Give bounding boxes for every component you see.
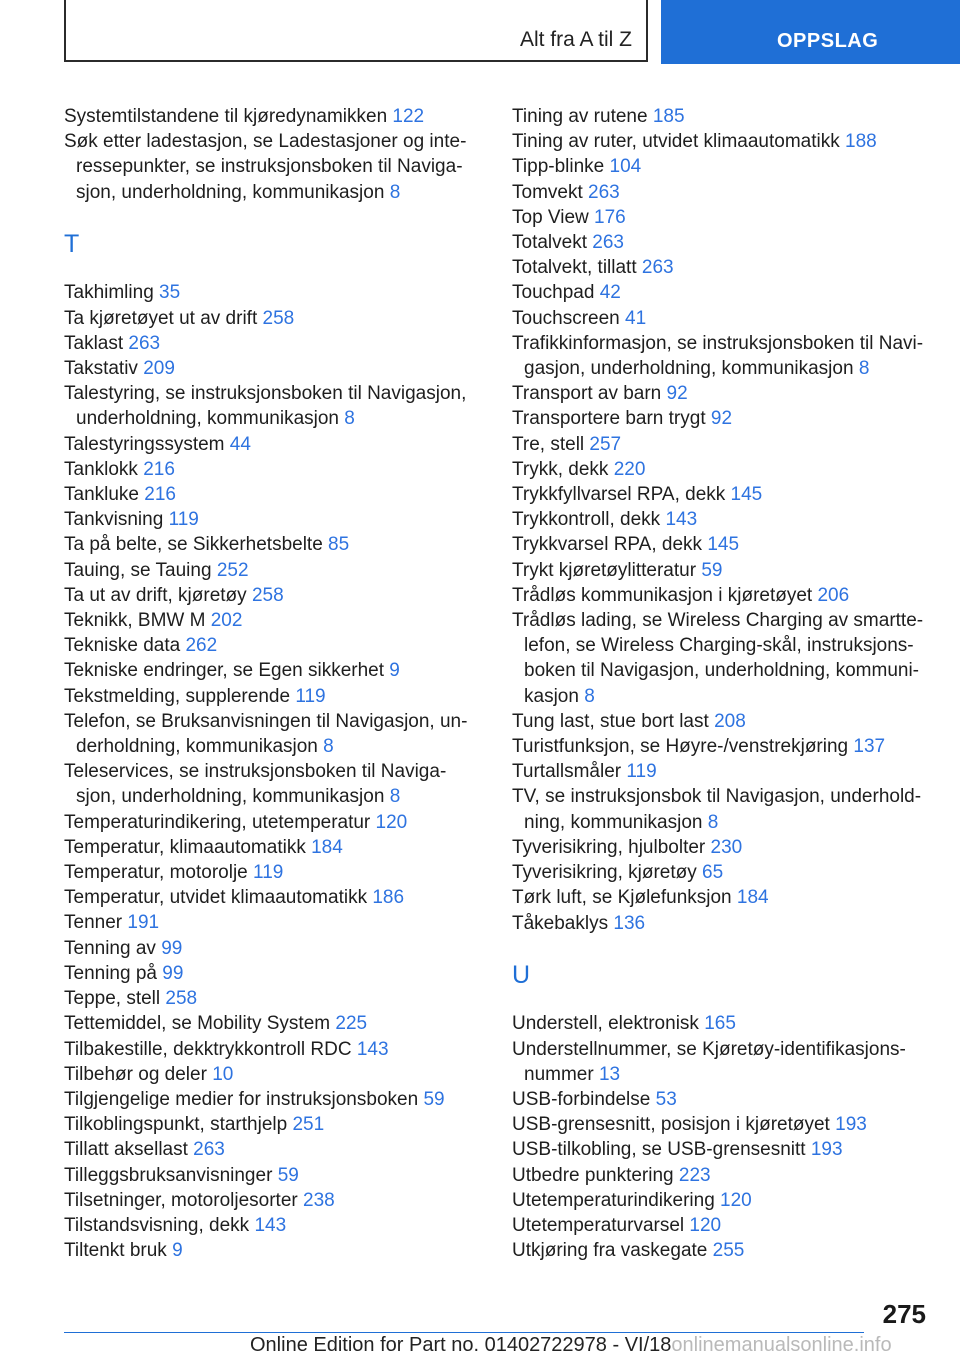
- index-entry: [512, 205, 932, 230]
- index-entry-text: Tenning av: [64, 937, 156, 959]
- index-entry: [64, 936, 484, 961]
- index-entry-text: Trykt kjøretøylitteratur: [512, 559, 697, 581]
- index-entry: [512, 860, 932, 885]
- page-reference-link[interactable]: 99: [161, 937, 183, 959]
- index-entry-text: Taklast: [64, 332, 124, 354]
- index-entry: [512, 331, 932, 381]
- index-entry: [64, 306, 484, 331]
- footer-watermark: onlinemanualsonline.info: [671, 1334, 892, 1356]
- index-entry: [512, 1163, 932, 1188]
- index-entry-text: Transport av barn: [512, 383, 662, 405]
- index-entry-text: Ta på belte, se Sikkerhetsbelte: [64, 534, 323, 556]
- index-entry: [64, 331, 484, 356]
- index-entry-text: Tipp-blinke: [512, 156, 605, 178]
- page-reference-link[interactable]: 184: [311, 836, 343, 858]
- index-entry-text: Ta kjøretøyet ut av drift: [64, 307, 258, 329]
- page-reference-link[interactable]: 145: [730, 484, 763, 506]
- index-entry-text: Tenning på: [64, 962, 157, 984]
- index-entry-text: Tankluke: [64, 484, 139, 506]
- index-entry-text: Tillatt aksellast: [64, 1139, 188, 1161]
- index-entry: [64, 532, 484, 557]
- index-entry: [64, 885, 484, 910]
- index-entry: [64, 129, 484, 205]
- page-reference-link[interactable]: 186: [372, 887, 405, 909]
- index-entry-text: Talestyringssystem: [64, 433, 225, 455]
- footer-divider: [64, 1332, 864, 1333]
- index-entry-text: Utetemperaturvarsel: [512, 1214, 685, 1236]
- index-entry-text: Trykkfyllvarsel RPA, dekk: [512, 484, 726, 506]
- index-entry-text: Turistfunksjon, se Høyre-/venstrekjøring: [512, 736, 849, 758]
- index-entry-text: Teleservices, se instruksjonsboken til Naviga-sjon, underholdning, kommunikasjon: [64, 761, 447, 808]
- page-reference-link[interactable]: 209: [143, 358, 175, 380]
- index-entry: [64, 835, 484, 860]
- page-reference-link[interactable]: 120: [689, 1214, 722, 1236]
- page-reference-link[interactable]: 136: [613, 912, 646, 934]
- page-reference-link[interactable]: 10: [212, 1063, 234, 1085]
- index-entry: [64, 860, 484, 885]
- index-entry-text: Tung last, stue bort last: [512, 710, 709, 732]
- page-reference-link[interactable]: 258: [165, 988, 198, 1010]
- page-reference-link[interactable]: 251: [292, 1114, 325, 1136]
- page-reference-link[interactable]: 225: [335, 1013, 368, 1035]
- index-entry: [512, 255, 932, 280]
- page-reference-link[interactable]: 8: [858, 358, 870, 380]
- index-entry-text: Temperatur, klimaautomatikk: [64, 836, 306, 858]
- page-reference-link[interactable]: 53: [655, 1088, 677, 1110]
- index-entry-text: Trykkontroll, dekk: [512, 509, 661, 531]
- index-entry: [512, 154, 932, 179]
- index-entry: [64, 1213, 484, 1238]
- index-entry-text: Tyverisikring, kjøretøy: [512, 862, 697, 884]
- page-reference-link[interactable]: 99: [162, 962, 184, 984]
- index-entry: [64, 1062, 484, 1087]
- index-entry-text: Tilbehør og deler: [64, 1063, 207, 1085]
- index-entry-text: Teknikk, BMW M: [64, 610, 206, 632]
- page-reference-link[interactable]: 216: [144, 484, 176, 506]
- index-entry-text: Trådløs lading, se Wireless Charging av smartte-lefon, se Wireless Charging-skål, instruksjons-boken til Navigasjon, underholdning, kommuni-kasjon: [512, 610, 924, 707]
- page-reference-link[interactable]: 13: [598, 1063, 621, 1085]
- index-entry-text: Takhimling: [64, 282, 154, 304]
- index-entry: [64, 583, 484, 608]
- index-entry-text: Trykk, dekk: [512, 458, 609, 480]
- index-entry-text: Takstativ: [64, 358, 138, 380]
- index-entry: [512, 784, 932, 834]
- index-entry: [64, 432, 484, 457]
- page-reference-link[interactable]: 202: [210, 610, 243, 632]
- index-entry-text: Understellnummer, se Kjøretøy-identifikasjons-nummer: [512, 1038, 906, 1085]
- page-reference-link[interactable]: 258: [262, 307, 295, 329]
- page-reference-link[interactable]: 85: [328, 534, 350, 556]
- page-reference-link[interactable]: 143: [356, 1038, 389, 1060]
- index-entry-text: Utbedre punktering: [512, 1164, 674, 1186]
- index-entry-text: Tomvekt: [512, 181, 583, 203]
- index-entry: [64, 810, 484, 835]
- index-entry-text: Tilleggsbruksanvisninger: [64, 1164, 273, 1186]
- index-entry-text: USB-tilkobling, se USB-grensesnitt: [512, 1139, 806, 1161]
- index-entry: [64, 961, 484, 986]
- index-entry-text: USB-grensesnitt, posisjon i kjøretøyet: [512, 1114, 830, 1136]
- index-entry-text: Trafikkinformasjon, se instruksjonsboken til Navi-gasjon, underholdning, kommunikasjon: [512, 332, 924, 380]
- index-entry-text: Tauing, se Tauing: [64, 559, 212, 581]
- index-entry: [512, 1087, 932, 1112]
- index-entry: [64, 482, 484, 507]
- index-entry: [64, 658, 484, 683]
- page-reference-link[interactable]: 8: [344, 408, 355, 430]
- page-reference-link[interactable]: 188: [845, 131, 877, 153]
- index-entry: [64, 1163, 484, 1188]
- index-entry: [64, 986, 484, 1011]
- index-entry: [512, 759, 932, 784]
- index-entry: [64, 356, 484, 381]
- index-entry: [512, 507, 932, 532]
- index-entry-text: Totalvekt, tillatt: [512, 257, 637, 279]
- index-entry: [64, 558, 484, 583]
- page-reference-link[interactable]: 143: [254, 1214, 287, 1236]
- index-entry: [512, 457, 932, 482]
- page-reference-link[interactable]: 255: [712, 1240, 745, 1262]
- index-entry: [512, 608, 932, 709]
- index-letter-heading: T: [64, 229, 80, 258]
- page-reference-link[interactable]: 262: [185, 635, 218, 657]
- index-entry-text: Ta ut av drift, kjøretøy: [64, 584, 247, 606]
- index-entry-text: Tørk luft, se Kjølefunksjon: [512, 887, 732, 909]
- page-reference-link[interactable]: 9: [172, 1240, 183, 1262]
- page-reference-link[interactable]: 42: [599, 282, 621, 304]
- index-entry: [512, 280, 932, 305]
- page-reference-link[interactable]: 119: [253, 862, 284, 884]
- page-reference-link[interactable]: 8: [323, 736, 334, 758]
- page-reference-link[interactable]: 263: [592, 232, 624, 254]
- index-entry-text: TV, se instruksjonsbok til Navigasjon, underhold-ning, kommunikasjon: [512, 786, 922, 833]
- index-entry-text: Tining av rutene: [512, 106, 648, 127]
- index-entry: [512, 1112, 932, 1137]
- tab-a-to-z-label: Alt fra A til Z: [519, 28, 632, 51]
- page-reference-link[interactable]: 120: [720, 1189, 752, 1211]
- index-entry: [512, 734, 932, 759]
- page-reference-link[interactable]: 44: [229, 433, 251, 455]
- page-reference-link[interactable]: 185: [652, 106, 685, 127]
- index-entry-text: Tilbakestille, dekktrykkontroll RDC: [64, 1038, 352, 1060]
- index-entry-text: Tilgjengelige medier for instruksjonsboken: [64, 1088, 419, 1110]
- index-entry-text: Tyverisikring, hjulbolter: [512, 836, 706, 858]
- page-reference-link[interactable]: 220: [613, 458, 646, 480]
- index-entry: [512, 104, 932, 129]
- index-entry-text: Tiltenkt bruk: [64, 1240, 167, 1262]
- tab-lookup-label: OPPSLAG: [777, 30, 879, 52]
- page-reference-link[interactable]: 119: [168, 509, 199, 531]
- page-reference-link[interactable]: 119: [626, 761, 657, 783]
- page-reference-link[interactable]: 193: [835, 1114, 867, 1136]
- page-reference-link[interactable]: 230: [710, 836, 743, 858]
- index-entry-text: Tilsetninger, motoroljesorter: [64, 1189, 298, 1211]
- index-entry: [64, 684, 484, 709]
- index-entry: [512, 406, 932, 431]
- page-reference-link[interactable]: 206: [817, 584, 850, 606]
- page-reference-link[interactable]: 59: [423, 1088, 445, 1110]
- index-entry: [512, 1037, 932, 1087]
- index-entry-text: Tankvisning: [64, 509, 164, 531]
- index-entry-text: Tining av ruter, utvidet klimaautomatikk: [512, 131, 840, 153]
- index-entry: [512, 709, 932, 734]
- search-icon: [895, 28, 921, 54]
- page-reference-link[interactable]: 208: [714, 710, 746, 732]
- page-reference-link[interactable]: 263: [128, 332, 161, 354]
- index-entry: [64, 1188, 484, 1213]
- page-reference-link[interactable]: 8: [707, 811, 719, 833]
- index-entry-text: Temperatur, motorolje: [64, 862, 248, 884]
- index-entry-text: Tenner: [64, 912, 123, 934]
- index-entry: [512, 129, 932, 154]
- page-reference-link[interactable]: 258: [251, 584, 284, 606]
- index-entry-text: Temperatur, utvidet klimaautomatikk: [64, 887, 368, 909]
- page-reference-link[interactable]: 216: [143, 458, 175, 480]
- index-entry: [512, 885, 932, 910]
- index-letter-heading: U: [512, 960, 531, 989]
- index-entry-text: Systemtilstandene til kjøredynamikken: [64, 106, 388, 127]
- index-entry: [64, 1037, 484, 1062]
- index-entry-text: Utkjøring fra vaskegate: [512, 1240, 708, 1262]
- page-reference-link[interactable]: 9: [389, 660, 400, 682]
- page-reference-link[interactable]: 252: [216, 559, 249, 581]
- index-entry: [64, 709, 484, 759]
- page-reference-link[interactable]: 65: [702, 862, 724, 884]
- page-reference-link[interactable]: 92: [666, 383, 688, 405]
- page-reference-link[interactable]: 92: [710, 408, 733, 430]
- index-entry-text: Totalvekt: [512, 232, 587, 254]
- index-entry: [64, 1011, 484, 1036]
- index-entry-text: Utetemperaturindikering: [512, 1189, 715, 1211]
- tab-a-to-z[interactable]: [64, 0, 648, 62]
- page-reference-link[interactable]: 176: [594, 206, 626, 228]
- page-reference-link[interactable]: 104: [609, 156, 642, 178]
- index-entry-text: Temperaturindikering, utetemperatur: [64, 811, 371, 833]
- index-entry: [64, 457, 484, 482]
- page-reference-link[interactable]: 145: [707, 534, 740, 556]
- index-entry: [64, 104, 484, 129]
- index-entry-text: Tekniske endringer, se Egen sikkerhet: [64, 660, 385, 682]
- index-column-left: [64, 104, 484, 1263]
- index-entry: [512, 432, 932, 457]
- page-reference-link[interactable]: 257: [589, 433, 622, 455]
- page-reference-link[interactable]: 223: [678, 1164, 711, 1186]
- page-reference-link[interactable]: 263: [588, 181, 620, 203]
- index-entry-text: Teppe, stell: [64, 988, 161, 1010]
- page-reference-link[interactable]: 143: [665, 509, 698, 531]
- index-entry-text: Talestyring, se instruksjonsboken til Navigasjon, underholdning, kommunikasjon: [64, 383, 467, 430]
- page-reference-link[interactable]: 238: [303, 1189, 335, 1211]
- index-entry: [64, 280, 484, 305]
- index-entry: [64, 1238, 484, 1263]
- index-entry-text: Turtallsmåler: [512, 761, 622, 783]
- index-entry-text: Tekniske data: [64, 635, 181, 657]
- page-reference-link[interactable]: 59: [701, 559, 723, 581]
- page-reference-link[interactable]: 165: [704, 1013, 736, 1035]
- index-entry: [64, 381, 484, 431]
- page-reference-link[interactable]: 184: [736, 887, 769, 909]
- page-number: 275: [882, 1299, 926, 1329]
- page-reference-link[interactable]: 119: [295, 685, 326, 707]
- index-entry: [512, 482, 932, 507]
- index-entry-text: Søk etter ladestasjon, se Ladestasjoner og inte-ressepunkter, se instruksjonsboken til Naviga-sjon, underholdning, kommunikasjon: [64, 131, 467, 203]
- page-reference-link[interactable]: 120: [375, 811, 408, 833]
- index-entry: [64, 759, 484, 809]
- index-entry-text: Touchpad: [512, 282, 595, 304]
- index-entry: [64, 608, 484, 633]
- index-entry: [512, 911, 932, 936]
- index-entry-text: Tåkebaklys: [512, 912, 609, 934]
- index-entry: [512, 230, 932, 255]
- index-entry: [512, 583, 932, 608]
- page-reference-link[interactable]: 8: [389, 181, 401, 203]
- index-entry-text: Tanklokk: [64, 458, 138, 480]
- index-entry: [512, 1137, 932, 1162]
- index-entry-text: USB-forbindelse: [512, 1088, 651, 1110]
- page-reference-link[interactable]: 41: [625, 307, 647, 329]
- page-reference-link[interactable]: 35: [159, 282, 181, 304]
- page-reference-link[interactable]: 137: [853, 736, 886, 758]
- page-reference-link[interactable]: 193: [810, 1139, 843, 1161]
- index-entry: [512, 532, 932, 557]
- index-entry: [64, 1137, 484, 1162]
- index-entry: [64, 1112, 484, 1137]
- index-entry-text: Tilkoblingspunkt, starthjelp: [64, 1114, 288, 1136]
- index-entry: [512, 381, 932, 406]
- index-entry-text: Tilstandsvisning, dekk: [64, 1214, 250, 1236]
- index-entry: [64, 633, 484, 658]
- index-entry: [512, 1188, 932, 1213]
- index-entry: [512, 835, 932, 860]
- index-entry: [512, 1011, 932, 1036]
- index-entry-text: Understell, elektronisk: [512, 1013, 699, 1035]
- index-column-right: [512, 104, 932, 1263]
- index-entry: [512, 306, 932, 331]
- index-entry-text: Trykkvarsel RPA, dekk: [512, 534, 703, 556]
- page-reference-link[interactable]: 263: [193, 1139, 225, 1161]
- index-entry-text: Tekstmelding, supplerende: [64, 685, 291, 707]
- index-entry-text: Tre, stell: [512, 433, 585, 455]
- page-reference-link[interactable]: 263: [641, 257, 674, 279]
- page-reference-link[interactable]: 122: [392, 106, 425, 127]
- page-reference-link[interactable]: 8: [584, 685, 595, 707]
- index-entry: [512, 1238, 932, 1263]
- index-entry-text: Telefon, se Bruksanvisningen til Navigasjon, un-derholdning, kommunikasjon: [64, 710, 468, 758]
- index-entry-text: Tettemiddel, se Mobility System: [64, 1013, 331, 1035]
- index-entry-text: Touchscreen: [512, 307, 620, 329]
- index-entry: [64, 507, 484, 532]
- top-navigation: [0, 0, 960, 66]
- page-reference-link[interactable]: 8: [389, 786, 401, 808]
- tab-lookup[interactable]: [661, 0, 960, 64]
- index-entry-text: Trådløs kommunikasjon i kjøretøyet: [512, 584, 813, 606]
- index-entry-text: Top View: [512, 206, 589, 228]
- index-entry: [512, 558, 932, 583]
- index-entry: [64, 1087, 484, 1112]
- footer: [250, 1334, 940, 1357]
- page-reference-link[interactable]: 59: [277, 1164, 299, 1186]
- index-entry-text: Transportere barn trygt: [512, 408, 706, 430]
- index-entry: [512, 180, 932, 205]
- index-entry: [64, 910, 484, 935]
- footer-edition: Online Edition for Part no. 01402722978 - VI/18: [250, 1334, 672, 1356]
- page-reference-link[interactable]: 191: [127, 912, 160, 934]
- index-entry: [512, 1213, 932, 1238]
